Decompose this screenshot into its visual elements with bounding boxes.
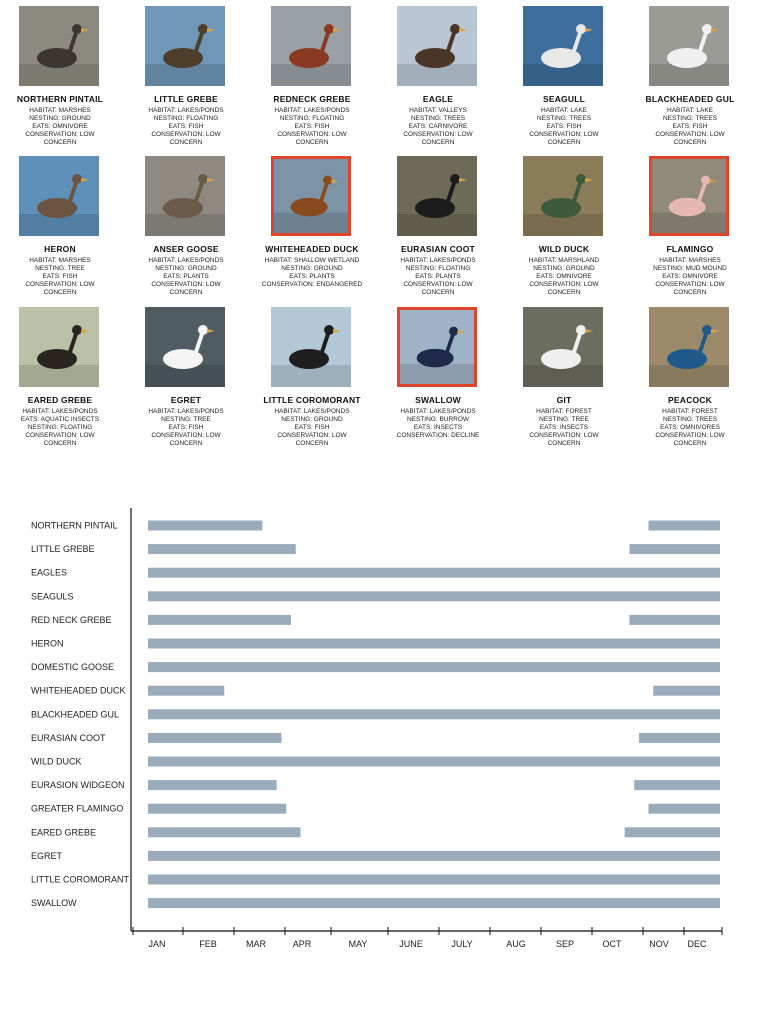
bird-photo xyxy=(271,307,351,387)
category-label: SEAGULS xyxy=(31,591,74,602)
category-label: BLACKHEADED GUL xyxy=(31,709,120,720)
bird-photo xyxy=(145,156,225,236)
bird-photo xyxy=(19,156,99,236)
bird-details xyxy=(251,107,373,147)
bird-name: PEACOCK xyxy=(668,395,712,405)
bird-detail-line: EATS: OMNIVORE xyxy=(32,123,88,130)
bird-detail-line: EATS: INSECTS xyxy=(539,424,589,431)
bird-silhouette-icon xyxy=(19,156,99,236)
bird-silhouette-icon xyxy=(523,6,603,86)
bird-detail-line: NESTING: GROUND xyxy=(281,416,343,423)
bird-name: BLACKHEADED GUL xyxy=(645,94,735,104)
bird-detail-line: CONSERVATION: LOW xyxy=(403,281,473,288)
bird-silhouette-icon xyxy=(397,156,477,236)
bird-detail-line: EATS: FISH xyxy=(672,123,708,130)
bird-detail-line: CONSERVATION: LOW xyxy=(151,432,221,439)
month-tick-label: NOV xyxy=(649,939,669,949)
month-tick-label: OCT xyxy=(602,939,622,949)
bird-detail-line: NESTING: TREES xyxy=(410,115,466,122)
bird-detail-line: HABITAT: MARSHES xyxy=(29,107,91,114)
presence-bar xyxy=(639,733,720,743)
bird-detail-line: EATS: OMNIVORES xyxy=(660,424,720,431)
bird-photo xyxy=(397,6,477,86)
bird-name: NORTHERN PINTAIL xyxy=(16,94,104,104)
bird-detail-line: EATS: FISH xyxy=(168,123,204,130)
presence-bar xyxy=(148,568,720,578)
bird-detail-line: CONCERN xyxy=(673,440,707,447)
bird-detail-line: CONSERVATION: LOW xyxy=(151,131,221,138)
month-tick-label: MAY xyxy=(348,939,368,949)
bird-silhouette-icon xyxy=(274,159,348,233)
bird-photo xyxy=(397,307,477,387)
bird-detail-line: CONSERVATION: LOW xyxy=(529,281,599,288)
presence-bar xyxy=(148,521,262,531)
bird-detail-line: NESTING: FLOATING xyxy=(279,115,345,122)
bird-details xyxy=(503,107,625,147)
bird-detail-line: HABITAT: VALLEYS xyxy=(409,107,467,114)
bird-name: WHITEHEADED DUCK xyxy=(265,244,359,254)
presence-bar xyxy=(649,804,721,814)
bird-photo xyxy=(649,6,729,86)
category-label: LITTLE COROMORANT xyxy=(31,874,130,885)
bird-detail-line: HABITAT: LAKE xyxy=(667,107,713,114)
bird-detail-line: NESTING: TREES xyxy=(536,115,592,122)
category-label: EARED GREBE xyxy=(31,827,97,838)
bird-details xyxy=(251,408,373,448)
bird-detail-line: CONCERN xyxy=(421,289,455,296)
category-labels xyxy=(31,521,130,909)
bird-silhouette-icon xyxy=(397,6,477,86)
bird-details xyxy=(125,257,247,297)
presence-bar xyxy=(148,875,720,885)
bird-name: EURASIAN COOT xyxy=(401,244,475,254)
bird-detail-line: NESTING: GROUND xyxy=(155,265,217,272)
presence-bar xyxy=(634,780,720,790)
bird-silhouette-icon xyxy=(145,6,225,86)
bird-silhouette-icon xyxy=(145,307,225,387)
bird-detail-line: CONSERVATION: LOW xyxy=(529,432,599,439)
bird-detail-line: CONCERN xyxy=(169,289,203,296)
bird-detail-line: CONSERVATION: LOW xyxy=(655,432,725,439)
category-label: WHITEHEADED DUCK xyxy=(31,685,126,696)
bird-detail-line: CONCERN xyxy=(295,139,329,146)
bird-silhouette-icon xyxy=(271,6,351,86)
month-tick-label: MAR xyxy=(246,939,266,949)
bird-detail-line: HABITAT: LAKES/PONDS xyxy=(274,408,350,415)
bird-detail-line: CONCERN xyxy=(169,139,203,146)
bird-detail-line: CONCERN xyxy=(547,289,581,296)
bird-detail-line: CONSERVATION: LOW xyxy=(655,131,725,138)
bird-photo xyxy=(523,156,603,236)
bird-detail-line: NESTING: TREE xyxy=(35,265,85,272)
category-label: EGRET xyxy=(31,850,63,861)
bird-detail-line: HABITAT: FOREST xyxy=(662,408,718,415)
presence-bar xyxy=(148,827,301,837)
bird-detail-line: EATS: FISH xyxy=(294,123,330,130)
month-tick-label: FEB xyxy=(199,939,217,949)
bird-details xyxy=(629,408,751,448)
bird-detail-line: HABITAT: LAKES/PONDS xyxy=(148,107,224,114)
bird-name: ANSER GOOSE xyxy=(153,244,219,254)
bird-detail-line: NESTING: MUD MOUND xyxy=(653,265,727,272)
bird-name: GIT xyxy=(556,395,572,405)
bird-detail-line: HABITAT: LAKES/PONDS xyxy=(274,107,350,114)
bird-detail-line: HABITAT: LAKES/PONDS xyxy=(148,257,224,264)
bird-name: HERON xyxy=(44,244,76,254)
category-label: EURASION WIDGEON xyxy=(31,780,125,791)
bird-silhouette-icon xyxy=(145,156,225,236)
bird-detail-line: HABITAT: FOREST xyxy=(536,408,592,415)
presence-bar xyxy=(148,615,291,625)
bird-details xyxy=(377,408,499,440)
presence-bar xyxy=(148,544,296,554)
bird-silhouette-icon xyxy=(19,307,99,387)
bird-photo xyxy=(649,156,729,236)
bird-detail-line: HABITAT: LAKES/PONDS xyxy=(148,408,224,415)
bird-detail-line: CONSERVATION: LOW xyxy=(25,131,95,138)
presence-bar xyxy=(148,757,720,767)
category-label: EAGLES xyxy=(31,567,68,578)
bird-detail-line: CONSERVATION: ENDANGERED xyxy=(261,281,363,288)
bird-name: EGRET xyxy=(170,395,202,405)
category-label: WILD DUCK xyxy=(31,756,82,767)
presence-bar xyxy=(148,686,224,696)
bird-name: LITTLE GREBE xyxy=(154,94,218,104)
category-label: EURASIAN COOT xyxy=(31,732,106,743)
category-label: DOMESTIC GOOSE xyxy=(31,662,115,673)
bird-detail-line: EATS: CARNIVORE xyxy=(408,123,468,130)
presence-bar xyxy=(629,544,720,554)
category-label: GREATER FLAMINGO xyxy=(31,803,124,814)
bird-name: SWALLOW xyxy=(415,395,461,405)
bird-detail-line: CONSERVATION: LOW xyxy=(25,432,95,439)
bird-details xyxy=(377,257,499,297)
bird-silhouette-icon xyxy=(523,156,603,236)
bird-detail-line: CONCERN xyxy=(547,440,581,447)
bird-detail-line: CONCERN xyxy=(43,139,77,146)
presence-bar xyxy=(148,662,720,672)
bird-detail-line: HABITAT: SHALLOW WETLAND xyxy=(264,257,360,264)
bird-silhouette-icon xyxy=(649,307,729,387)
bird-detail-line: EATS: PLANTS xyxy=(163,273,209,280)
bird-photo xyxy=(397,156,477,236)
presence-bar xyxy=(148,591,720,601)
bird-details xyxy=(0,257,121,297)
bird-detail-line: CONSERVATION: LOW xyxy=(403,131,473,138)
bird-detail-line: HABITAT: LAKE xyxy=(541,107,587,114)
bird-details xyxy=(377,107,499,147)
month-tick-label: JAN xyxy=(148,939,166,949)
bird-details xyxy=(629,257,751,297)
bird-detail-line: CONSERVATION: LOW xyxy=(277,432,347,439)
bird-name: SEAGULL xyxy=(542,94,585,104)
month-tick-label: APR xyxy=(292,939,312,949)
presence-bar xyxy=(148,780,277,790)
bird-detail-line: CONSERVATION: LOW xyxy=(25,281,95,288)
bird-name: EAGLE xyxy=(422,94,454,104)
bird-name: WILD DUCK xyxy=(538,244,590,254)
presence-bar xyxy=(629,615,720,625)
bird-detail-line: EATS: INSECTS xyxy=(413,424,463,431)
presence-bar xyxy=(148,709,720,719)
category-label: HERON xyxy=(31,638,64,649)
bird-detail-line: NESTING: FLOATING xyxy=(153,115,219,122)
bird-detail-line: CONCERN xyxy=(421,139,455,146)
bird-detail-line: EATS: FISH xyxy=(546,123,582,130)
bird-detail-line: NESTING: GROUND xyxy=(29,115,91,122)
month-tick-label: SEP xyxy=(555,939,575,949)
bird-detail-line: NESTING: BURROW xyxy=(406,416,470,423)
bird-detail-line: CONSERVATION: DECLINE xyxy=(396,432,480,439)
bird-name: FLAMINGO xyxy=(666,244,714,254)
bird-detail-line: CONCERN xyxy=(169,440,203,447)
bird-photo xyxy=(19,307,99,387)
bird-detail-line: EATS: AQUATIC INSECTS xyxy=(20,416,100,423)
bird-photo xyxy=(271,156,351,236)
presence-bar xyxy=(649,521,721,531)
bird-photo xyxy=(271,6,351,86)
bird-detail-line: EATS: FISH xyxy=(294,424,330,431)
bird-detail-line: NESTING: TREES xyxy=(662,416,718,423)
bird-name: EARED GREBE xyxy=(27,395,93,405)
bar-group xyxy=(148,521,720,909)
bird-detail-line: CONCERN xyxy=(43,440,77,447)
bird-detail-line: NESTING: FLOATING xyxy=(27,424,93,431)
presence-bar xyxy=(625,827,720,837)
bird-detail-line: EATS: FISH xyxy=(42,273,78,280)
bird-silhouette-icon xyxy=(271,307,351,387)
bird-photo xyxy=(145,6,225,86)
bird-detail-line: CONCERN xyxy=(673,289,707,296)
bird-detail-line: EATS: OMNIVORE xyxy=(662,273,718,280)
category-label: NORTHERN PINTAIL xyxy=(31,520,118,531)
bird-photo xyxy=(523,6,603,86)
bird-detail-line: NESTING: TREES xyxy=(662,115,718,122)
category-label: SWALLOW xyxy=(31,898,77,909)
bird-detail-line: HABITAT: LAKES/PONDS xyxy=(400,257,476,264)
month-tick-label: JULY xyxy=(451,939,473,949)
bird-detail-line: CONSERVATION: LOW xyxy=(277,131,347,138)
presence-bar xyxy=(148,733,281,743)
bird-detail-line: CONCERN xyxy=(547,139,581,146)
bird-detail-line: EATS: FISH xyxy=(168,424,204,431)
bird-silhouette-icon xyxy=(523,307,603,387)
month-tick-label: DEC xyxy=(687,939,707,949)
bird-detail-line: NESTING: TREE xyxy=(539,416,589,423)
bird-details xyxy=(125,408,247,448)
bird-photo xyxy=(19,6,99,86)
category-label: LITTLE GREBE xyxy=(31,544,95,555)
bird-detail-line: HABITAT: MARSHES xyxy=(29,257,91,264)
bird-name: REDNECK GREBE xyxy=(273,94,351,104)
bird-detail-line: CONSERVATION: LOW xyxy=(151,281,221,288)
bird-card-grid xyxy=(0,0,766,460)
bird-silhouette-icon xyxy=(652,159,726,233)
bird-detail-line: NESTING: GROUND xyxy=(533,265,595,272)
presence-bar xyxy=(148,639,720,649)
bird-detail-line: CONCERN xyxy=(43,289,77,296)
bird-detail-line: CONSERVATION: LOW xyxy=(655,281,725,288)
bird-details xyxy=(125,107,247,147)
presence-bar xyxy=(148,851,720,861)
bird-detail-line: EATS: PLANTS xyxy=(415,273,461,280)
bird-name: LITTLE COROMORANT xyxy=(263,395,361,405)
bird-detail-line: NESTING: GROUND xyxy=(281,265,343,272)
bird-detail-line: EATS: OMNIVORE xyxy=(536,273,592,280)
month-tick-label: AUG xyxy=(506,939,526,949)
bird-detail-line: HABITAT: MARSHES xyxy=(659,257,721,264)
presence-bar xyxy=(148,804,286,814)
bird-silhouette-icon xyxy=(19,6,99,86)
bird-details xyxy=(503,408,625,448)
bird-detail-line: NESTING: TREE xyxy=(161,416,211,423)
bird-detail-line: EATS: PLANTS xyxy=(289,273,335,280)
month-tick-label: JUNE xyxy=(399,939,423,949)
bird-silhouette-icon xyxy=(400,310,474,384)
bird-detail-line: HABITAT: LAKES/PONDS xyxy=(400,408,476,415)
bird-photo xyxy=(523,307,603,387)
bird-details xyxy=(629,107,751,147)
presence-bar xyxy=(653,686,720,696)
bird-detail-line: HABITAT: MARSHLAND xyxy=(528,257,600,264)
bird-detail-line: CONCERN xyxy=(673,139,707,146)
bird-detail-line: CONCERN xyxy=(295,440,329,447)
bird-details xyxy=(251,257,373,289)
presence-bar xyxy=(148,898,720,908)
bird-details xyxy=(503,257,625,297)
bird-detail-line: HABITAT: LAKES/PONDS xyxy=(22,408,98,415)
bird-photo xyxy=(649,307,729,387)
seasonal-presence-chart xyxy=(0,480,766,960)
bird-silhouette-icon xyxy=(649,6,729,86)
bird-details xyxy=(0,408,121,448)
bird-detail-line: CONSERVATION: LOW xyxy=(529,131,599,138)
bird-details xyxy=(0,107,121,147)
bird-detail-line: NESTING: FLOATING xyxy=(405,265,471,272)
bird-photo xyxy=(145,307,225,387)
category-label: RED NECK GREBE xyxy=(31,614,112,625)
